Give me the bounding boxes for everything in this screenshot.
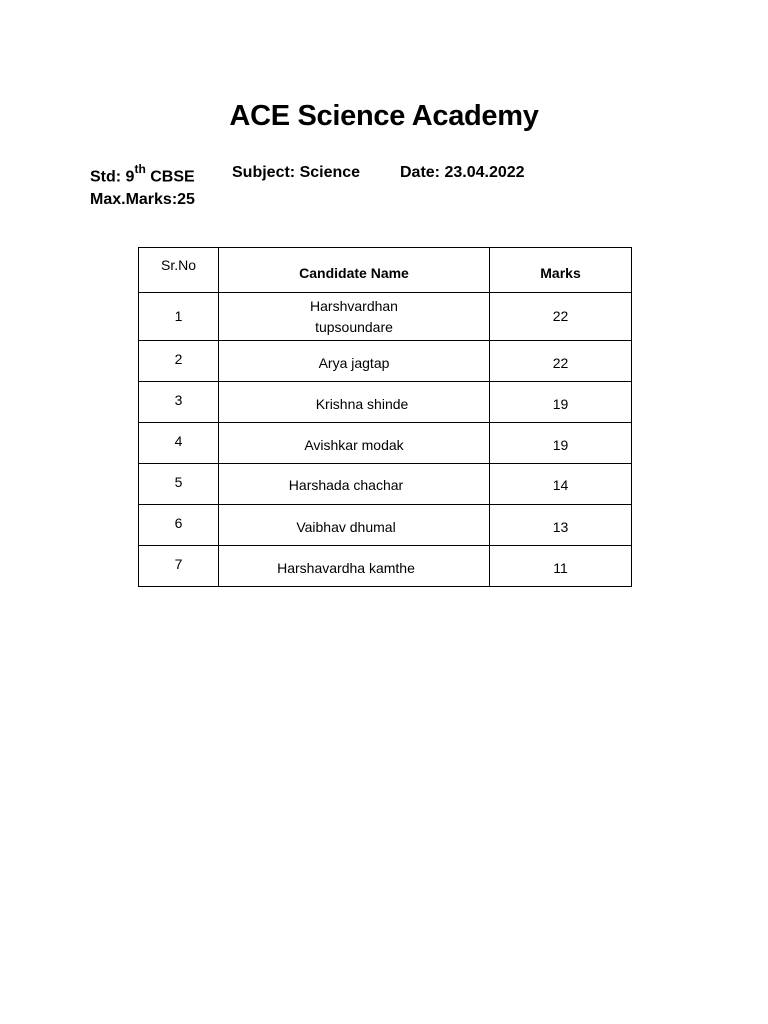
table-row: [139, 464, 632, 505]
standard-superscript: th: [134, 162, 146, 176]
subject-label: Subject: Science: [232, 164, 361, 181]
max-marks-label: Max.Marks:25: [90, 191, 195, 208]
cell-candidate-name-line1: Harshvardhan: [310, 297, 398, 314]
cell-sr-no: 3: [139, 382, 219, 423]
table-row: [139, 505, 632, 546]
cell-sr-no: 5: [139, 464, 219, 505]
cell-marks: 22: [490, 293, 632, 341]
standard-prefix: Std: 9: [90, 168, 135, 186]
table-row: [139, 382, 632, 423]
table-row: [139, 546, 632, 587]
page-title: ACE Science Academy: [229, 100, 539, 132]
cell-candidate-name-line2: tupsoundare: [315, 318, 393, 335]
table-row: [139, 341, 632, 382]
cell-sr-no: 6: [139, 505, 219, 546]
cell-sr-no: 4: [139, 423, 219, 464]
standard-suffix: CBSE: [145, 168, 195, 186]
cell-candidate-name: Arya jagtap: [219, 341, 490, 382]
cell-candidate-name: Harshavardha kamthe: [219, 546, 490, 587]
cell-marks: 22: [490, 341, 632, 382]
cell-marks: 13: [490, 505, 632, 546]
cell-marks: 19: [490, 382, 632, 423]
cell-candidate-name: Avishkar modak: [219, 423, 490, 464]
results-table: [138, 247, 632, 587]
column-header-candidate-name: Candidate Name: [219, 248, 490, 293]
cell-sr-no: 2: [139, 341, 219, 382]
table-row: [139, 293, 632, 341]
cell-marks: 14: [490, 464, 632, 505]
cell-sr-no: 1: [139, 293, 219, 341]
cell-candidate-name: Krishna shinde: [219, 382, 490, 423]
cell-candidate-name: Vaibhav dhumal: [219, 505, 490, 546]
cell-candidate-name: Harshada chachar: [219, 464, 490, 505]
column-header-sr-no: Sr.No: [139, 248, 219, 293]
column-header-marks: Marks: [490, 248, 632, 293]
cell-marks: 19: [490, 423, 632, 464]
cell-candidate-name: [219, 293, 490, 341]
standard-label: [90, 164, 195, 186]
table-header-row: [139, 248, 632, 293]
cell-sr-no: 7: [139, 546, 219, 587]
date-label: Date: 23.04.2022: [400, 164, 525, 181]
table-row: [139, 423, 632, 464]
cell-marks: 11: [490, 546, 632, 587]
